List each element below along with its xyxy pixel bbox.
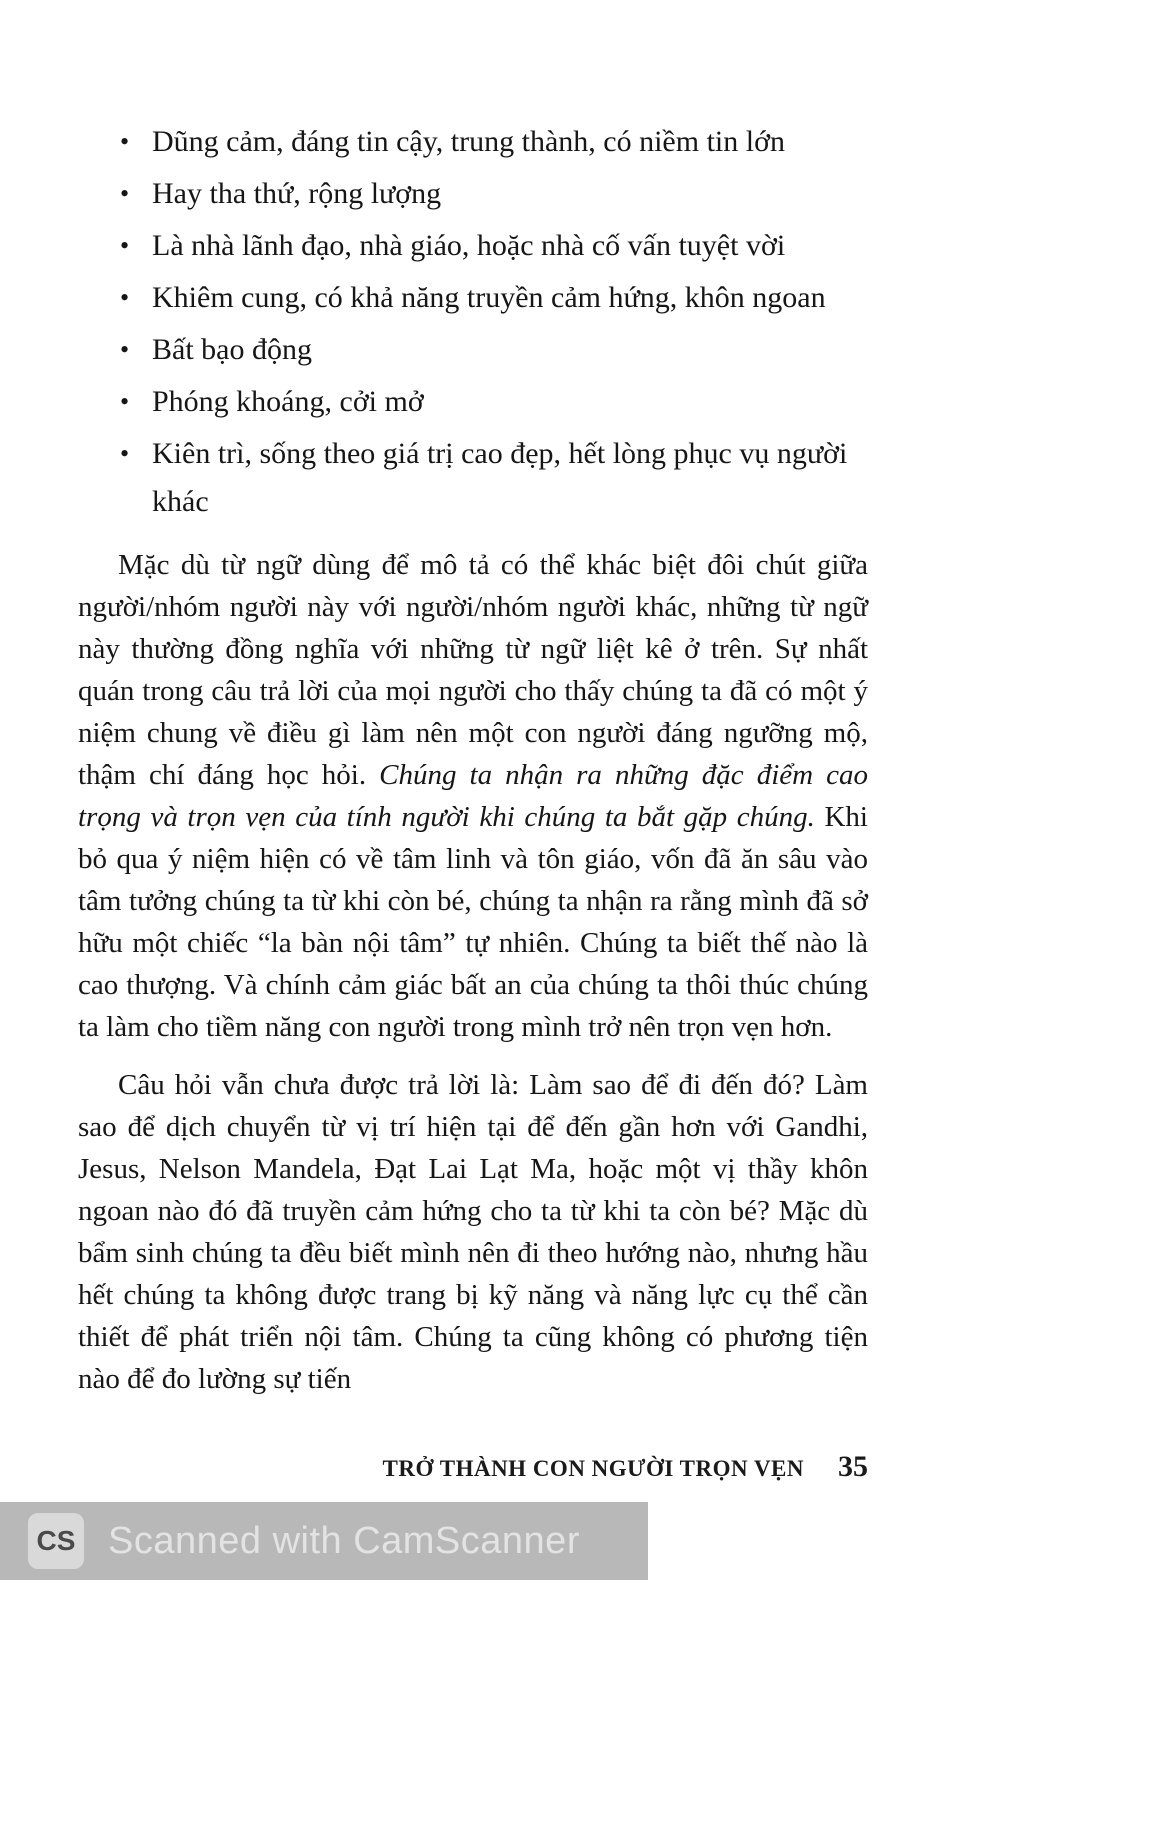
list-item-text: Hay tha thứ, rộng lượng bbox=[152, 177, 442, 210]
list-item-text: Là nhà lãnh đạo, nhà giáo, hoặc nhà cố vấn tuyệt vời bbox=[152, 229, 786, 262]
camscanner-logo-icon: CS bbox=[28, 1513, 84, 1569]
list-item-text: Kiên trì, sống theo giá trị cao đẹp, hết lòng phục vụ người khác bbox=[152, 437, 848, 518]
list-item bbox=[78, 326, 868, 374]
list-item bbox=[78, 430, 868, 526]
list-item-text: Dũng cảm, đáng tin cậy, trung thành, có niềm tin lớn bbox=[152, 125, 785, 158]
page-content bbox=[78, 118, 868, 1416]
paragraph-1 bbox=[78, 544, 868, 1048]
paragraph-2: Câu hỏi vẫn chưa được trả lời là: Làm sao để đi đến đó? Làm sao để dịch chuyển từ vị trí hiện tại để đến gần hơn với Gandhi, Jesus, Nelson Mandela, Đạt Lai Lạt Ma, hoặc một vị thầy khôn ngoan nào đó đã truyền cảm hứng cho ta từ khi ta còn bé? Mặc dù bẩm sinh chúng ta đều biết mình nên đi theo hướng nào, nhưng hầu hết chúng ta không được trang bị kỹ năng và năng lực cụ thể cần thiết để phát triển nội tâm. Chúng ta cũng không có phương tiện nào để đo lường sự tiến bbox=[78, 1069, 868, 1395]
watermark-label: Scanned with CamScanner bbox=[108, 1519, 580, 1562]
paragraph-text: Khi bỏ qua ý niệm hiện có về tâm linh và tôn giáo, vốn đã ăn sâu vào tâm tưởng chúng ta từ khi còn bé, chúng ta nhận ra rằng mình đã sở hữu một chiếc “la bàn nội tâm” tự nhiên. Chúng ta biết thế nào là cao thượng. Và chính cảm giác bất an của chúng ta thôi thúc chúng ta làm cho tiềm năng con người trong mình trở nên trọn vẹn hơn. bbox=[78, 801, 868, 1043]
paragraph-italic-text: Chúng ta nhận ra những đặc điểm cao trọng và trọn vẹn của tính người khi chúng ta bắt gặp chúng. bbox=[78, 759, 868, 833]
list-item bbox=[78, 170, 868, 218]
list-item-text: Khiêm cung, có khả năng truyền cảm hứng, khôn ngoan bbox=[152, 281, 826, 314]
list-item-text: Phóng khoáng, cởi mở bbox=[152, 385, 424, 418]
camscanner-watermark bbox=[0, 1502, 648, 1580]
list-item bbox=[78, 118, 868, 166]
trait-list bbox=[78, 118, 868, 526]
list-item bbox=[78, 378, 868, 426]
paragraph-text: Mặc dù từ ngữ dùng để mô tả có thể khác biệt đôi chút giữa người/nhóm người này với người/nhóm người khác, những từ ngữ này thường đồng nghĩa với những từ ngữ liệt kê ở trên. Sự nhất quán trong câu trả lời của mọi người cho thấy chúng ta đã có một ý niệm chung về điều gì làm nên một con người đáng ngưỡng mộ, thậm chí đáng học hỏi. bbox=[78, 549, 868, 791]
page-number: 35 bbox=[838, 1450, 868, 1483]
list-item bbox=[78, 222, 868, 270]
list-item-text: Bất bạo động bbox=[152, 333, 312, 366]
page-footer bbox=[78, 1450, 868, 1484]
running-title: TRỞ THÀNH CON NGƯỜI TRỌN VẸN bbox=[382, 1456, 804, 1481]
list-item bbox=[78, 274, 868, 322]
